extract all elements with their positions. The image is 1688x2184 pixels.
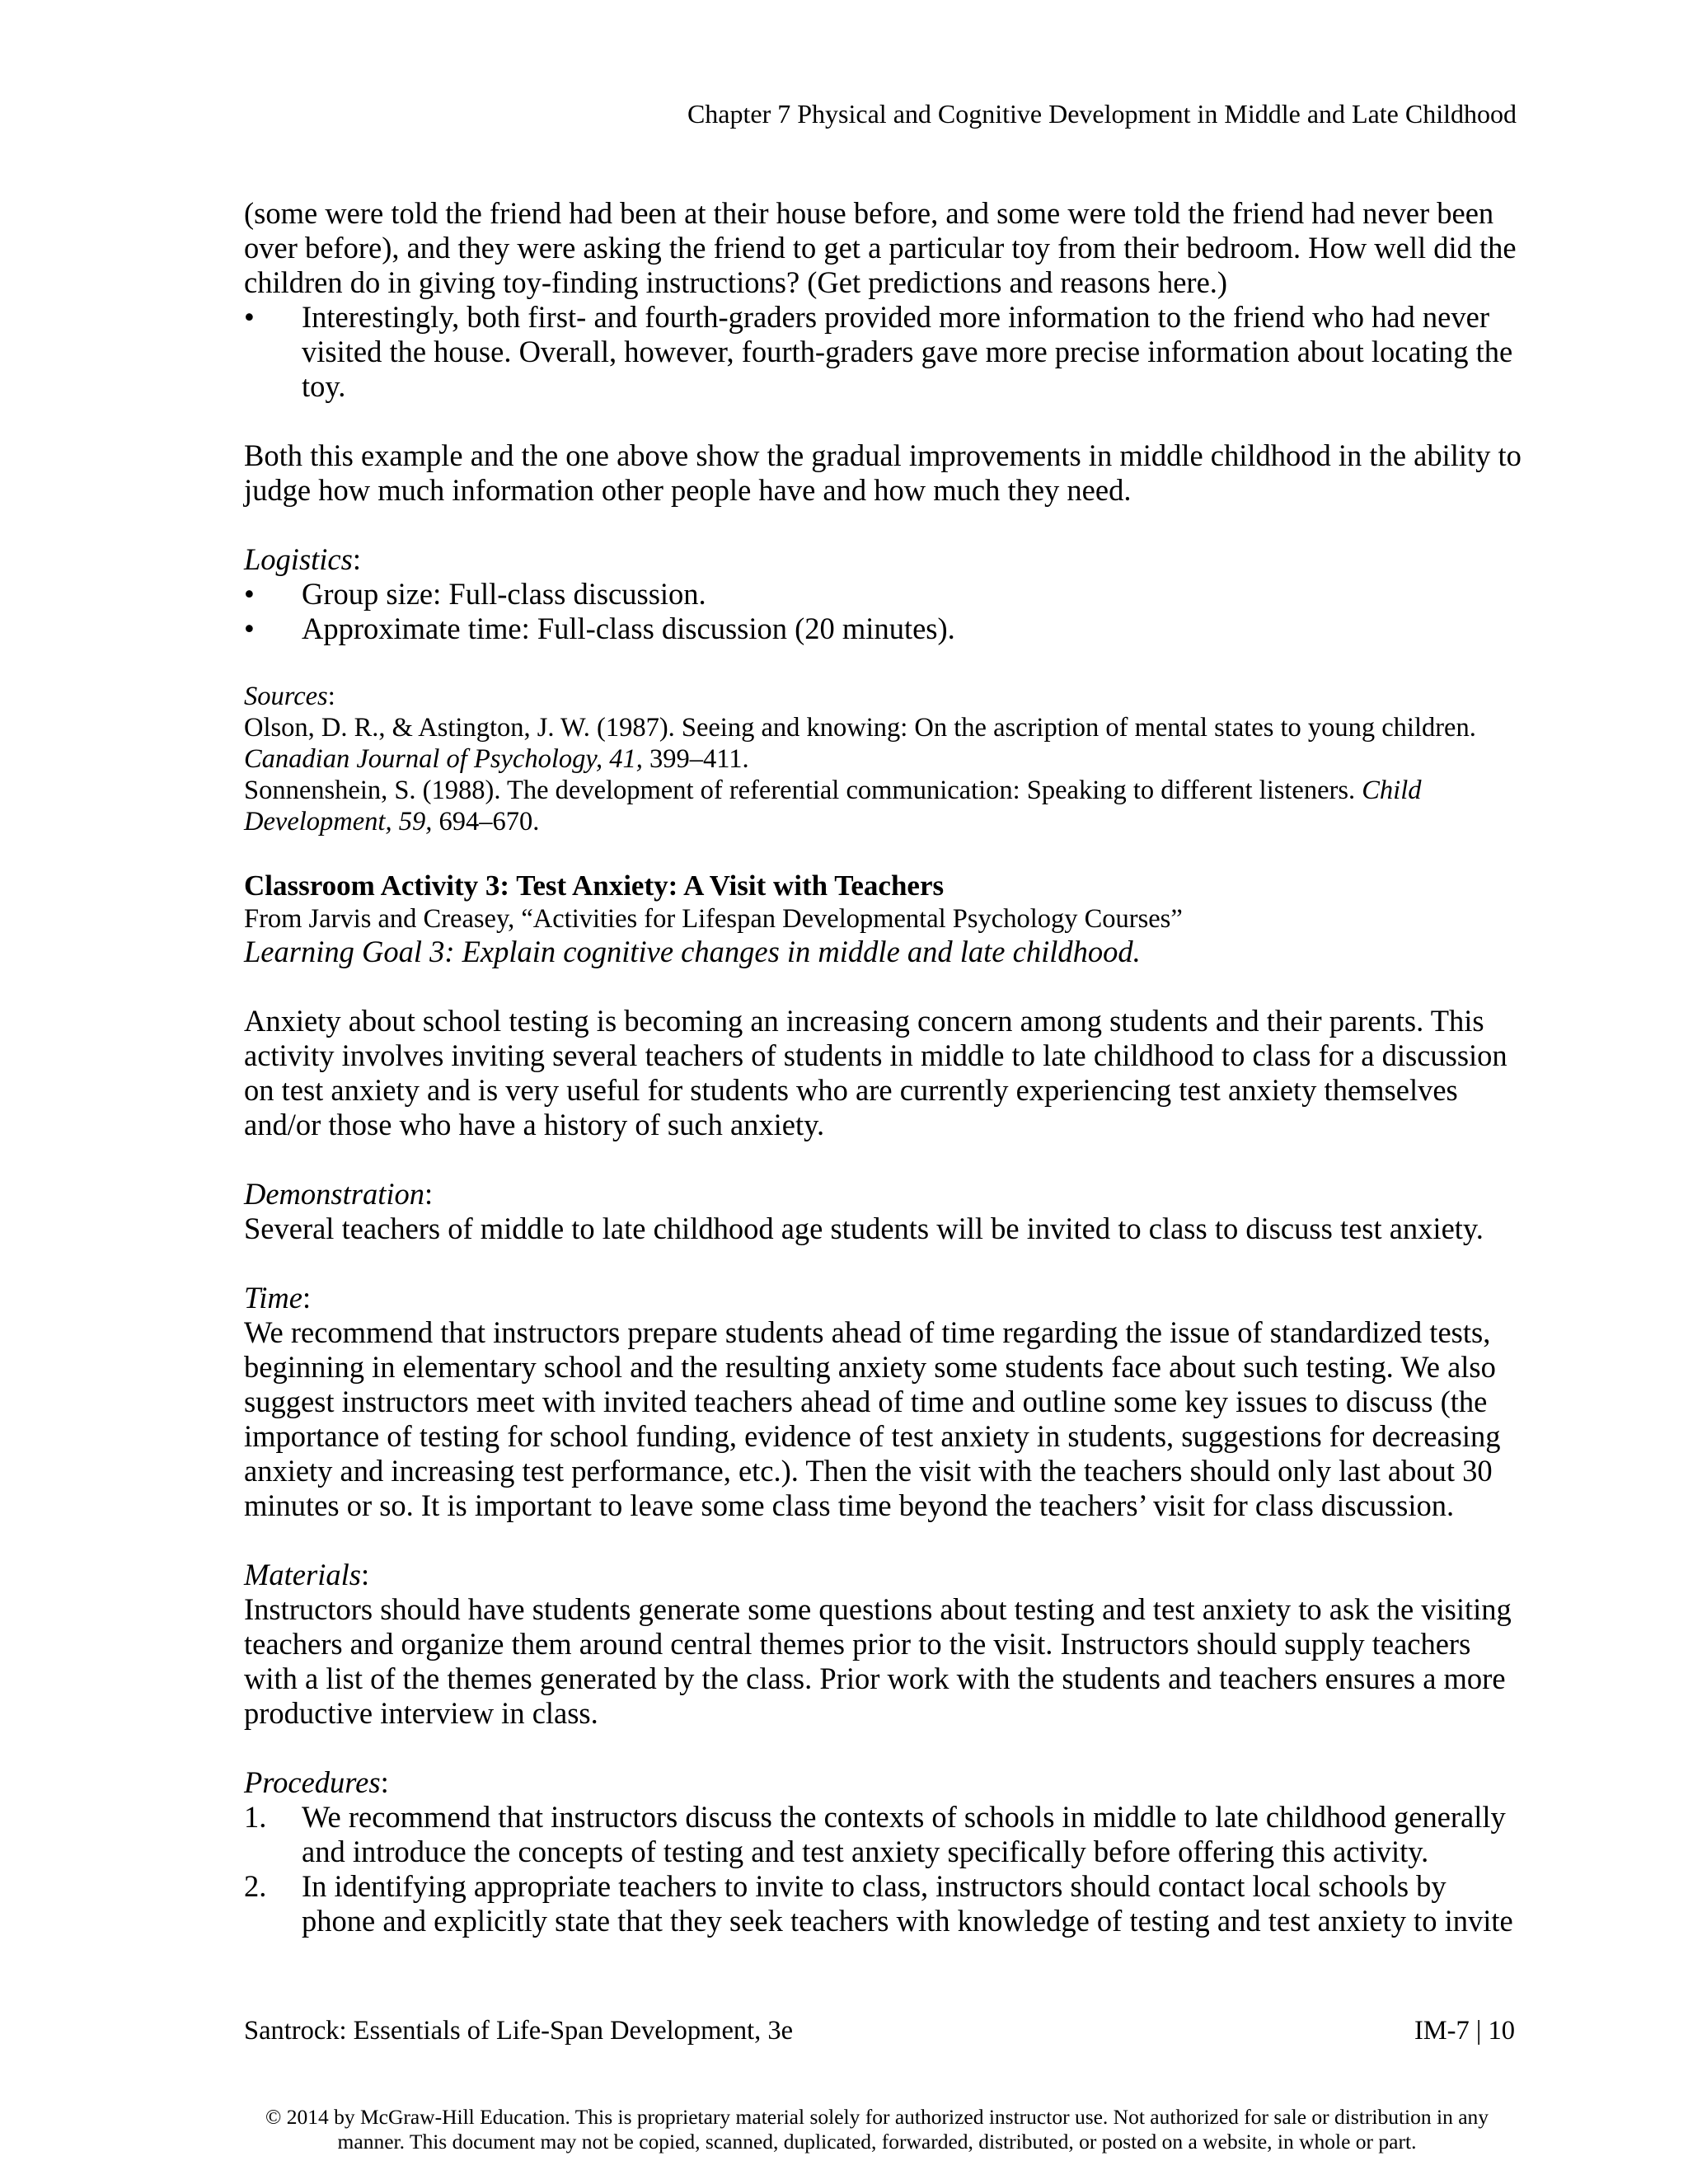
result-bullet-item bbox=[244, 300, 1522, 404]
source-reference: Sonnenshein, S. (1988). The development of referential communication: Speaking to different listeners. Child Development, 59, 694–670. bbox=[244, 776, 1422, 837]
procedures-list bbox=[244, 1800, 1522, 1938]
bullet-icon: • bbox=[244, 612, 255, 645]
page-body bbox=[244, 196, 1522, 1938]
sources-label: Sources bbox=[244, 682, 328, 711]
demonstration-text: Several teachers of middle to late childhood age students will be invited to class to discuss test anxiety. bbox=[244, 1212, 1484, 1245]
footer-book-title: Santrock: Essentials of Life-Span Development, 3e bbox=[244, 2016, 794, 2046]
result-bullet-text: Interestingly, both first- and fourth-graders provided more information to the friend who had never visited the house. Overall, however, fourth-graders gave more precise information about locating the toy. bbox=[302, 300, 1513, 403]
chapter-header: Chapter 7 Physical and Cognitive Development in Middle and Late Childhood bbox=[687, 99, 1517, 129]
logistics-item: • Approximate time: Full-class discussion (20 minutes). bbox=[244, 612, 955, 645]
sources-section bbox=[244, 681, 1522, 837]
procedures-label-line: Procedures: bbox=[244, 1765, 389, 1799]
time-label-line: Time: bbox=[244, 1281, 312, 1315]
materials-label: Materials bbox=[244, 1558, 361, 1591]
activity-heading: Classroom Activity 3: Test Anxiety: A Visit with Teachers bbox=[244, 869, 945, 902]
materials-text: Instructors should have students generate some questions about testing and test anxiety to ask the visiting teachers and organize them around central themes prior to the visit. Instructors should supply teachers with a list of the themes generated by the class. Prior work with the students and teachers ensures a more productive interview in class. bbox=[244, 1592, 1512, 1730]
procedures-label: Procedures bbox=[244, 1765, 381, 1799]
procedure-item bbox=[244, 1869, 1522, 1938]
bullet-icon: • bbox=[244, 577, 255, 611]
logistics-list bbox=[244, 577, 1522, 646]
time-label: Time bbox=[244, 1281, 302, 1315]
continued-paragraph: (some were told the friend had been at their house before, and some were told the friend had never been over before), and they were asking the friend to get a particular toy from their bedroom. How well did the children do in giving toy-finding instructions? (Get predictions and reasons here.) bbox=[244, 196, 1517, 299]
source-reference: Olson, D. R., & Astington, J. W. (1987). Seeing and knowing: On the ascription of mental states to young children. Canadian Journal of Psychology, 41, 399–411. bbox=[244, 713, 1476, 774]
activity-source: From Jarvis and Creasey, “Activities for Lifespan Developmental Psychology Courses” bbox=[244, 904, 1183, 934]
procedure-number: 2. bbox=[244, 1869, 267, 1903]
logistics-label: Logistics bbox=[244, 542, 353, 576]
activity-intro: Anxiety about school testing is becoming an increasing concern among students and their parents. This activity involves inviting several teachers of students in middle to late childhood to class for a discussion on test anxiety and is very useful for students who are currently experiencing test anxiety themselves and/or those who have a history of such anxiety. bbox=[244, 1004, 1507, 1141]
result-bullet-list bbox=[244, 300, 1522, 404]
demonstration-label-line: Demonstration: bbox=[244, 1177, 434, 1211]
summary-paragraph: Both this example and the one above show the gradual improvements in middle childhood in the ability to judge how much information other people have and how much they need. bbox=[244, 438, 1522, 507]
logistics-label-line: Logistics: bbox=[244, 542, 361, 576]
procedure-item bbox=[244, 1800, 1522, 1869]
bullet-icon: • bbox=[244, 300, 255, 334]
materials-label-line: Materials: bbox=[244, 1558, 370, 1591]
procedure-text: In identifying appropriate teachers to invite to class, instructors should contact local schools by phone and explicitly state that they seek teachers with knowledge of testing and test anxiety to invite bbox=[302, 1869, 1513, 1938]
copyright-notice: © 2014 by McGraw-Hill Education. This is proprietary material solely for authorized instructor use. Not authorized for sale or distribution in any manner. This document may not be copied, scanned, duplicated, forwarded, distributed, or posted on a website, in whole or part. bbox=[265, 2105, 1489, 2154]
time-text: We recommend that instructors prepare students ahead of time regarding the issue of standardized tests, beginning in elementary school and the resulting anxiety some students face about such testing. We also suggest instructors meet with invited teachers ahead of time and outline some key issues to discuss (the importance of testing for school funding, evidence of test anxiety in students, suggestions for decreasing anxiety and increasing test performance, etc.). Then the visit with the teachers should only last about 30 minutes or so. It is important to leave some class time beyond the teachers’ visit for class discussion. bbox=[244, 1315, 1501, 1522]
procedure-number: 1. bbox=[244, 1800, 267, 1834]
footer-page-number: IM-7 | 10 bbox=[1414, 2016, 1515, 2046]
sources-label-line: Sources: bbox=[244, 682, 335, 711]
learning-goal: Learning Goal 3: Explain cognitive changes in middle and late childhood. bbox=[244, 935, 1141, 968]
logistics-item: • Group size: Full-class discussion. bbox=[244, 577, 706, 611]
demonstration-label: Demonstration bbox=[244, 1177, 424, 1211]
procedure-text: We recommend that instructors discuss the contexts of schools in middle to late childhood generally and introduce the concepts of testing and test anxiety specifically before offering this activity. bbox=[302, 1800, 1506, 1868]
